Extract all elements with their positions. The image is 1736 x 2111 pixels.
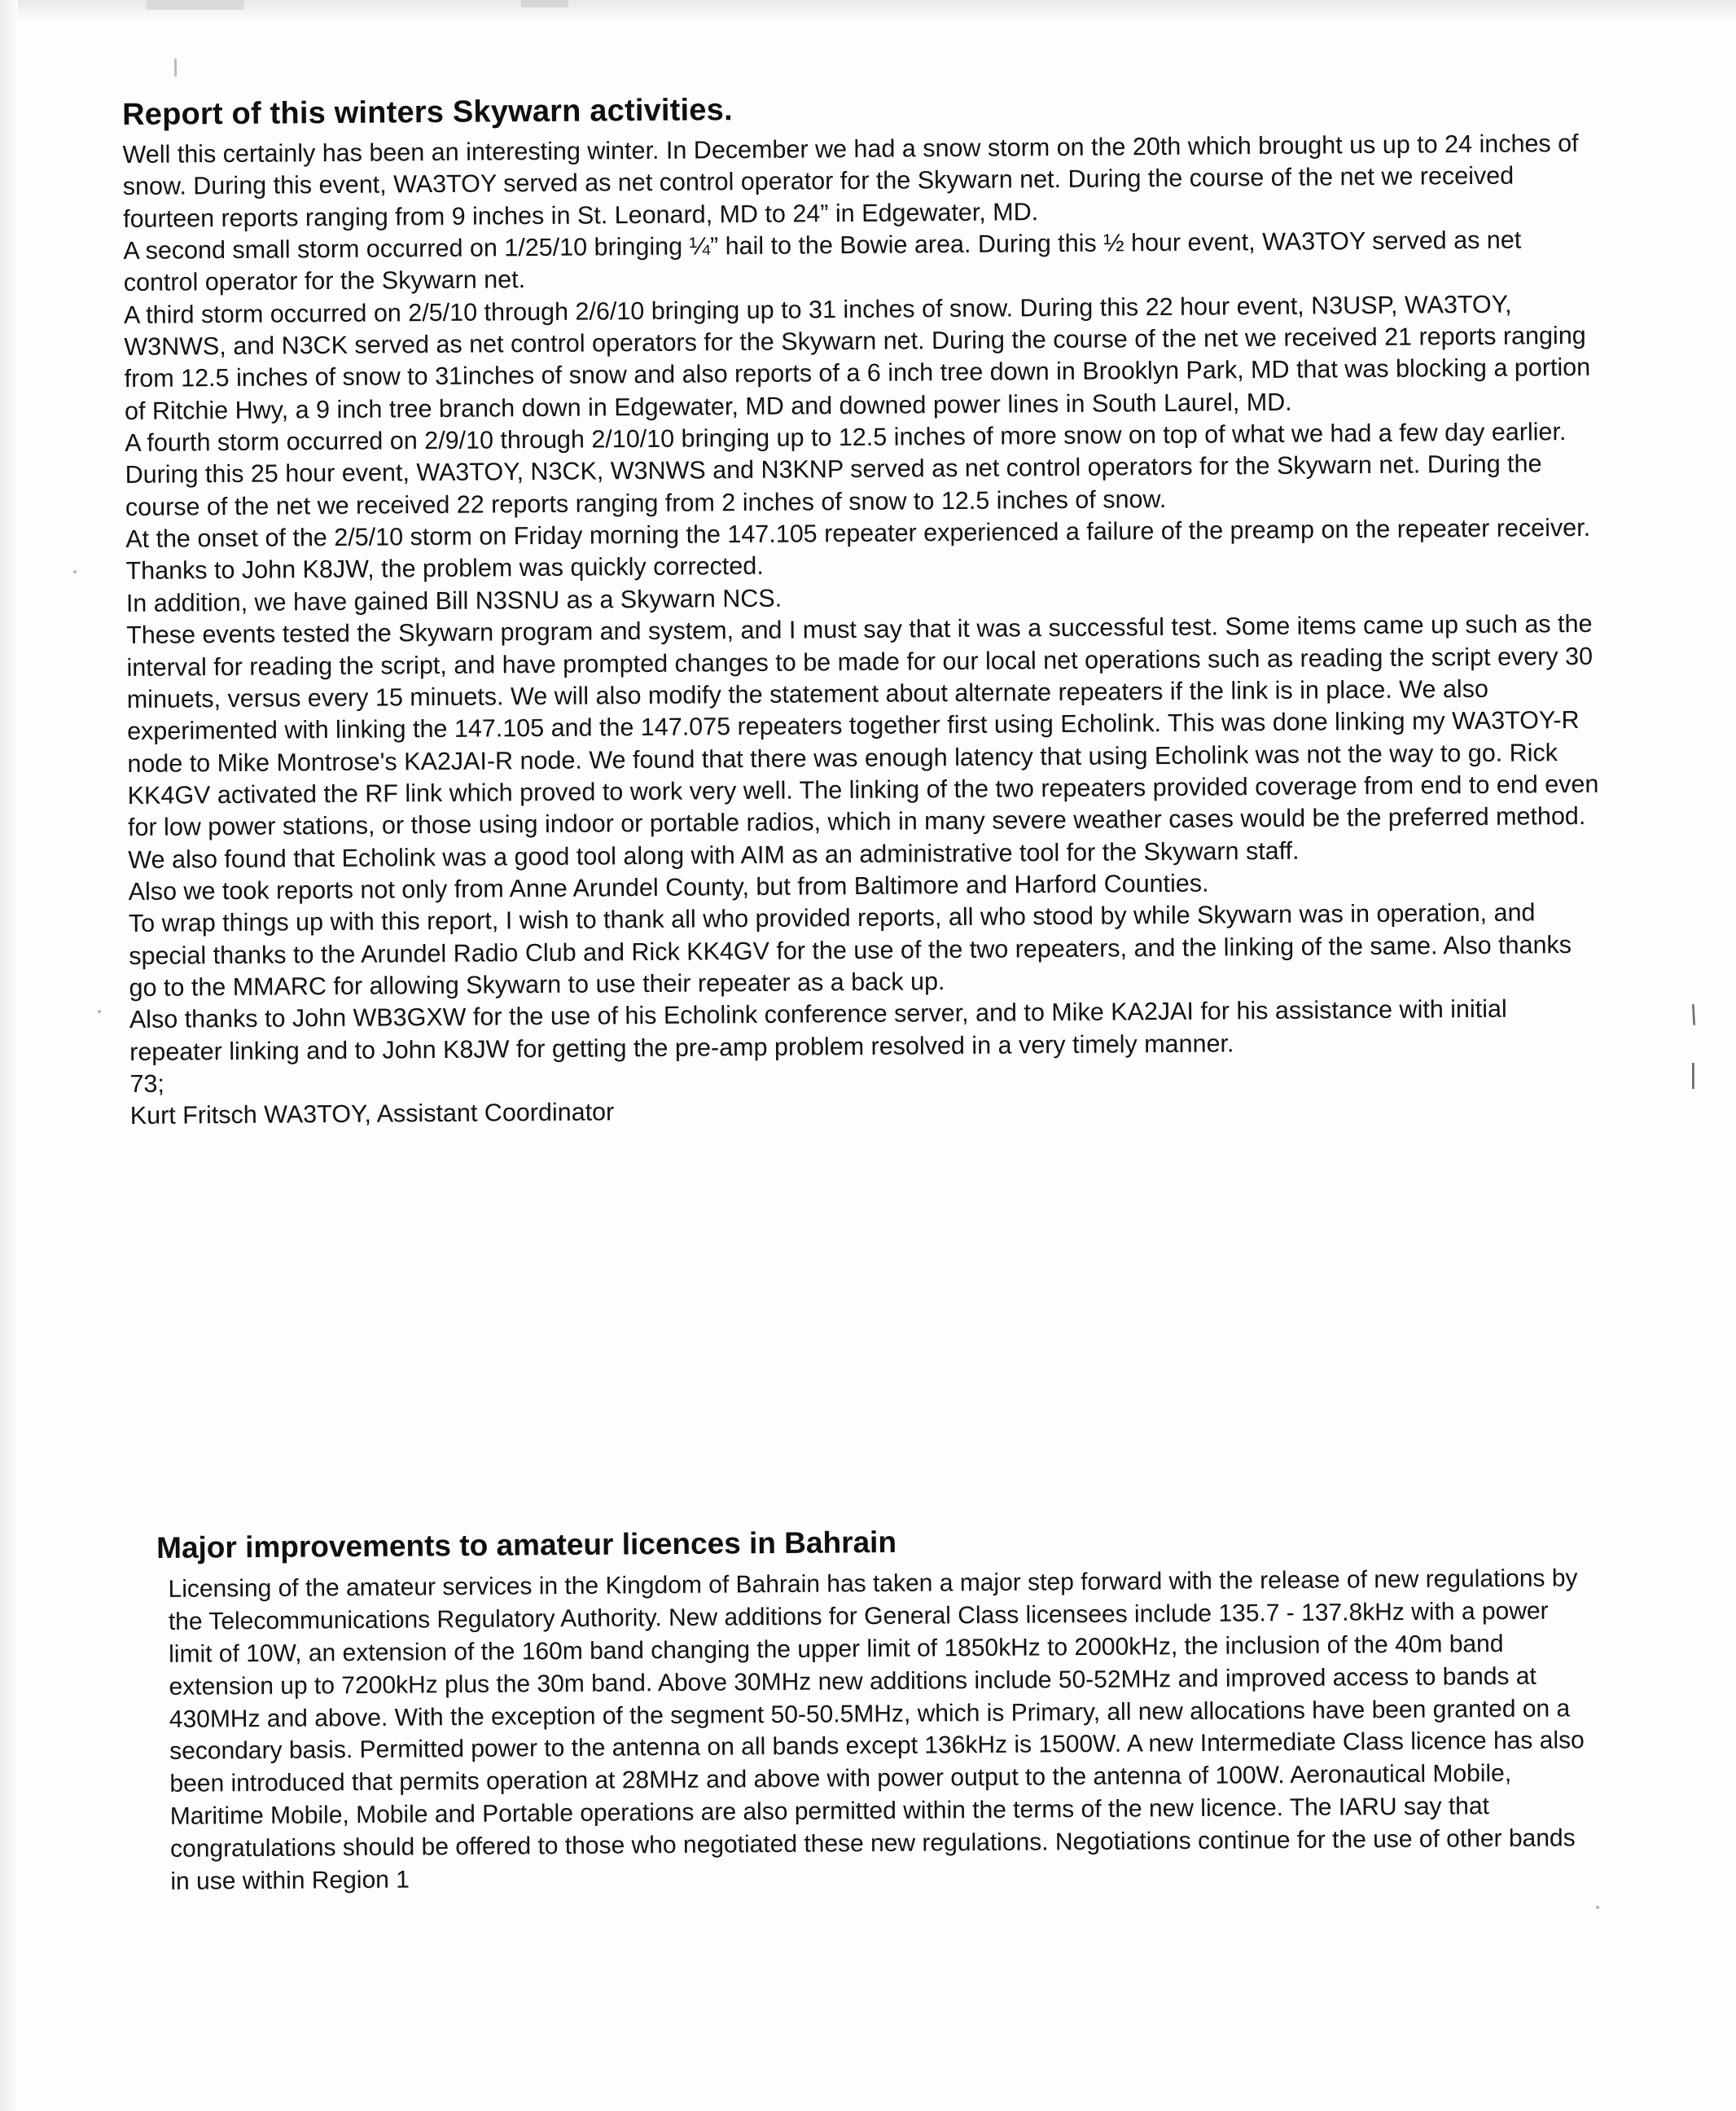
paragraph: In addition, we have gained Bill N3SNU as a Skywarn NCS. — [125, 584, 783, 617]
paragraph: A second small storm occurred on 1/25/10 bringing ¼” hail to the Bowie area. During this ½ hour event, WA3TOY served as net control operator for the Skywarn net. — [123, 226, 1522, 297]
paragraph: A third storm occurred on 2/5/10 through 2/6/10 bringing up to 31 inches of snow. During this 22 hour event, N3USP, WA3TOY, W3NWS, and N3CK served as net control operators for the Skywarn net. During the course of the net we received 21 reports ranging from 12.5 inches of snow to 31inches of snow and also reports of a 6 inch tree down in Brooklyn Park, MD that was blocking a portion of Ritchie Hwy, a 9 inch tree branch down in Edgewater, MD and downed power lines in South Laurel, MD. — [123, 290, 1591, 425]
article-body-bahrain — [156, 1562, 1592, 1898]
scan-edge-left — [0, 0, 18, 2111]
scan-smudge-top-center — [521, 0, 568, 7]
signoff-line: 73; — [129, 1069, 165, 1098]
margin-mark-icon: \ — [1686, 999, 1701, 1032]
scan-smudge-top-left — [147, 0, 244, 10]
margin-mark-icon: | — [1690, 1059, 1697, 1090]
paragraph: These events tested the Skywarn program and system, and I must say that it was a successful test. Some items came up such as the interval for reading the script, and have prompted changes to be made for our local net operations such as reading the script every 30 minuets, versus every 15 minuets. We will also modify the statement about alternate repeaters if the link is in place. We also experimented with linking the 147.105 and the 147.075 repeaters together first using Echolink. This was done linking my WA3TOY-R node to Mike Montrose's KA2JAI-R node. We found that there was enough latency that using Echolink was not the way to go. Rick KK4GV activated the RF link which proved to work very well. The linking of the two repeaters provided coverage from end to end even for low power stations, or those using indoor or portable radios, which in many severe weather cases would be the preferred method. We also found that Echolink was a good tool along with AIM as an administrative tool for the Skywarn staff. — [126, 609, 1599, 874]
article-body-skywarn — [122, 128, 1604, 1133]
article-section-bahrain — [156, 1520, 1592, 1898]
paragraph: Also thanks to John WB3GXW for the use of his Echolink conference server, and to Mike KA2JAI for his assistance with initial repeater linking and to John K8JW for getting the pre-amp problem resolved in a very timely manner. — [129, 994, 1507, 1066]
paragraph: At the onset of the 2/5/10 storm on Friday morning the 147.105 repeater experienced a failure of the preamp on the repeater receiver. Thanks to John K8JW, the problem was quickly corrected. — [125, 513, 1591, 586]
paragraph: To wrap things up with this report, I wish to thank all who provided reports, all who stood by while Skywarn was in operation, and special thanks to the Arundel Radio Club and Rick KK4GV for the use of the two repeaters, and the linking of the same. Also thanks go to the MMARC for allowing Skywarn to use their repeater as a back up. — [128, 898, 1572, 1002]
article-section-skywarn — [122, 86, 1604, 1133]
paragraph: A fourth storm occurred on 2/9/10 through 2/10/10 bringing up to 12.5 inches of more snow on top of what we had a few day earlier. During this 25 hour event, WA3TOY, N3CK, W3NWS and N3KNP served as net control operators for the Skywarn net. During the course of the net we received 22 reports ranging from 2 inches of snow to 12.5 inches of snow. — [125, 418, 1567, 521]
dust-speck — [73, 570, 77, 573]
page-title-bahrain: Major improvements to amateur licences in Bahrain — [156, 1525, 897, 1565]
scan-tick-mark — [174, 59, 177, 77]
dust-speck — [98, 1010, 101, 1013]
paragraph: Licensing of the amateur services in the Kingdom of Bahrain has taken a major step forward with the release of new regulations by the Telecommunications Regulatory Authority. New additions for General Class licensees include 135.7 - 137.8kHz with a power limit of 10W, an extension of the 160m band changing the upper limit of 1850kHz to 2000kHz, the inclusion of the 40m band extension up to 7200kHz plus the 30m band. Above 30MHz new additions include 50-52MHz and improved access to bands at 430MHz and above. With the exception of the segment 50-50.5MHz, which is Primary, all new allocations have been granted on a secondary basis. Permitted power to the antenna on all bands except 136kHz is 1500W. A new Intermediate Class licence has also been introduced that permits operation at 28MHz and above with power output to the antenna of 100W. Aeronautical Mobile, Maritime Mobile, Mobile and Portable operations are also permitted within the terms of the new licence. The IARU say that congratulations should be offered to those who negotiated these new regulations. Negotiations continue for the use of other bands in use within Region 1 — [168, 1565, 1585, 1895]
dust-speck — [1596, 1906, 1599, 1909]
author-line: Kurt Fritsch WA3TOY, Assistant Coordinator — [129, 1098, 615, 1130]
page-title-skywarn: Report of this winters Skywarn activities. — [122, 93, 733, 132]
paragraph: Well this certainly has been an interesting winter. In December we had a snow storm on the 20th which brought us up to 24 inches of snow. During this event, WA3TOY served as net control operator for the Skywarn net. During the course of the net we received fourteen reports ranging from 9 inches in St. Leonard, MD to 24” in Edgewater, MD. — [122, 129, 1579, 233]
scan-edge-top — [0, 0, 1736, 21]
paragraph: Also we took reports not only from Anne Arundel County, but from Baltimore and Harford Counties. — [128, 869, 1209, 906]
